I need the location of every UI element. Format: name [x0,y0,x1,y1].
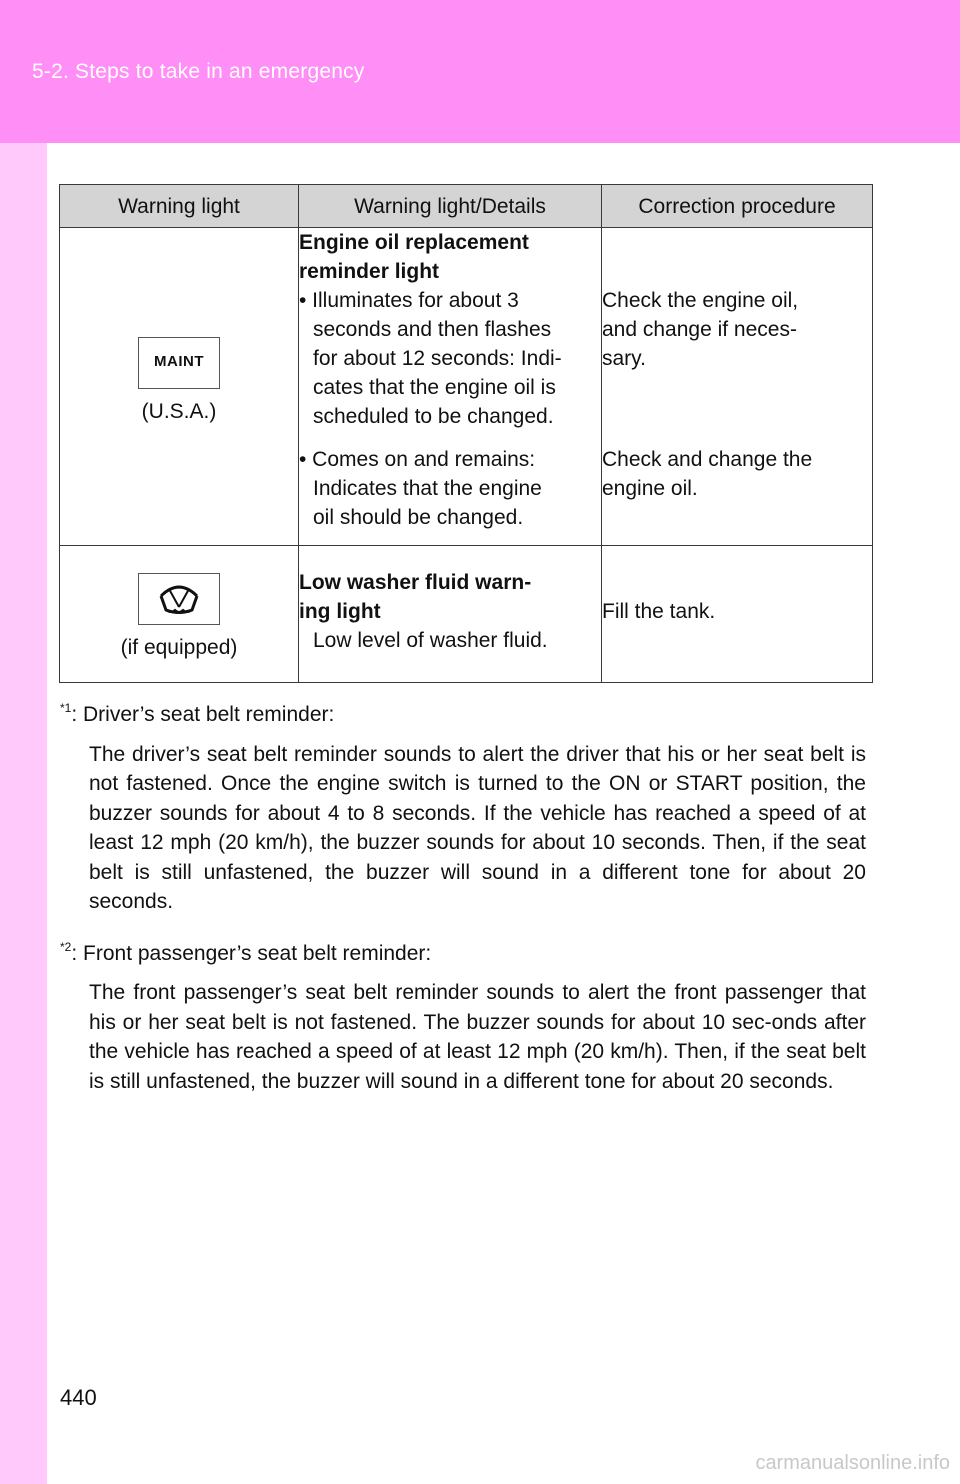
side-strip [0,143,47,1484]
icon-caption: (if equipped) [120,636,238,659]
correction-cell [602,546,873,683]
footnote-title: : Front passenger’s seat belt reminder: [71,941,432,965]
detail-text: cates that the engine oil is [313,376,556,399]
detail-text: seconds and then flashes [313,318,552,341]
light-title: Engine oil replacement reminder light [299,231,529,283]
correction-text: Check and change the [602,448,813,471]
maint-icon-label: MAINT [154,353,204,370]
detail-text: • Illuminates for about 3 [299,289,519,312]
correction-text: sary. [602,347,646,370]
correction-text: engine oil. [602,477,698,500]
watermark: carmanualsonline.info [755,1452,950,1474]
detail-text: for about 12 seconds: Indi- [313,347,562,370]
detail-text: • Comes on and remains: [299,448,536,471]
details-cell [299,546,602,683]
footnote-heading [60,939,866,969]
correction-text: Fill the tank. [602,600,716,623]
footnote-body: The front passenger’s seat belt reminder sounds to alert the front passenger that his or her seat belt is not fastened. The buzzer sounds for about 10 sec-onds after the vehicle has reached a speed of at least 12 mph (20 km/h). Then, if the seat belt is still unfastened, the buzzer will sound in a different tone for about 20 seconds. [89,981,866,1093]
detail-text: oil should be changed. [313,506,524,529]
warning-light-cell [60,546,299,683]
table-row [60,228,873,546]
table-header-row [60,185,873,228]
detail-text: Indicates that the engine [313,477,542,500]
section-title: 5-2. Steps to take in an emergency [32,60,365,83]
footnote-title: : Driver’s seat belt reminder: [71,703,335,726]
page-number: 440 [60,1385,97,1410]
footnote [60,939,866,1097]
column-header: Correction procedure [602,185,873,228]
footnote-body: The driver’s seat belt reminder sounds to alert the driver that his or her seat belt is not fastened. Once the engine switch is turned to the ON or START position, the buzzer sounds for about 4 to 8 seconds. If the vehicle has reached a speed of at least 12 mph (20 km/h), the buzzer sounds for about 10 seconds. Then, if the seat belt is still unfastened, the buzzer will sound in a different tone for about 20 seconds. [89,742,866,913]
correction-cell [602,228,873,546]
washer-fluid-icon [138,573,220,625]
correction-text: and change if neces- [602,318,797,341]
detail-item [299,286,601,431]
footnote [60,700,866,917]
light-title: ing light [299,600,381,623]
light-title: Low washer fluid warn- [299,571,532,594]
warning-light-cell [60,228,299,546]
detail-item [299,445,601,532]
table-row [60,546,873,683]
footnote-heading [60,700,866,730]
footnotes [60,700,866,1096]
correction-text: Check the engine oil, [602,289,799,312]
icon-caption: (U.S.A.) [141,400,217,423]
column-header: Warning light/Details [299,185,602,228]
warning-light-table [59,184,873,683]
footnote-mark: *2 [60,939,72,954]
footnote-mark: *1 [60,701,72,715]
maint-icon [138,337,220,389]
details-cell [299,228,602,546]
detail-text: Low level of washer fluid. [313,629,548,652]
detail-text: scheduled to be changed. [313,405,554,428]
column-header: Warning light [60,185,299,228]
